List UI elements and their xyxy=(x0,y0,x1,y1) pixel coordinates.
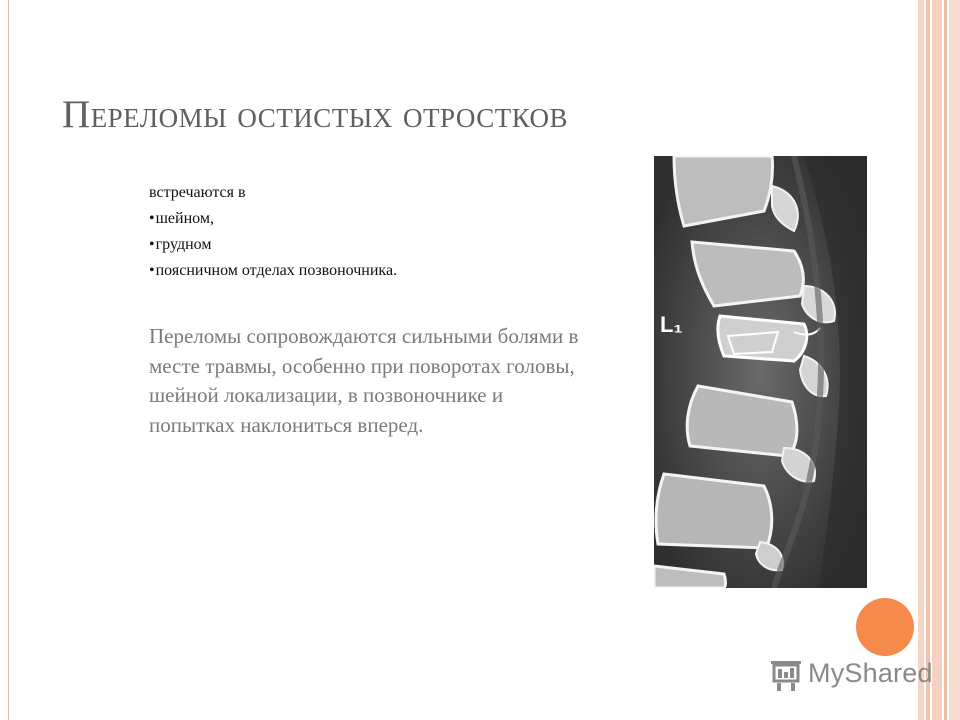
slide-title: Переломы остистых отростков xyxy=(62,93,569,136)
myshared-logo[interactable] xyxy=(768,655,933,693)
bullet-list xyxy=(149,206,609,284)
decorative-orange-circle xyxy=(856,598,914,656)
intro-text: встречаются в xyxy=(149,184,246,201)
decorative-stripes xyxy=(918,0,960,720)
logo-text: MyShared xyxy=(808,658,933,688)
intro-block xyxy=(149,180,609,284)
list-item: • поясничном отделах позвоночника. xyxy=(149,258,609,284)
list-item: • шейном, xyxy=(149,206,609,232)
left-border-line xyxy=(8,0,9,720)
vertebra-label: L₁ xyxy=(660,312,683,337)
spine-xray-image xyxy=(654,156,867,588)
presentation-board-icon xyxy=(768,659,804,693)
description-text: Переломы сопровождаются сильными болями в месте травмы, особенно при поворотах головы, шейной локализации, в позвоночнике и попытках наклониться вперед. xyxy=(149,324,579,437)
list-item: • грудном xyxy=(149,232,609,258)
